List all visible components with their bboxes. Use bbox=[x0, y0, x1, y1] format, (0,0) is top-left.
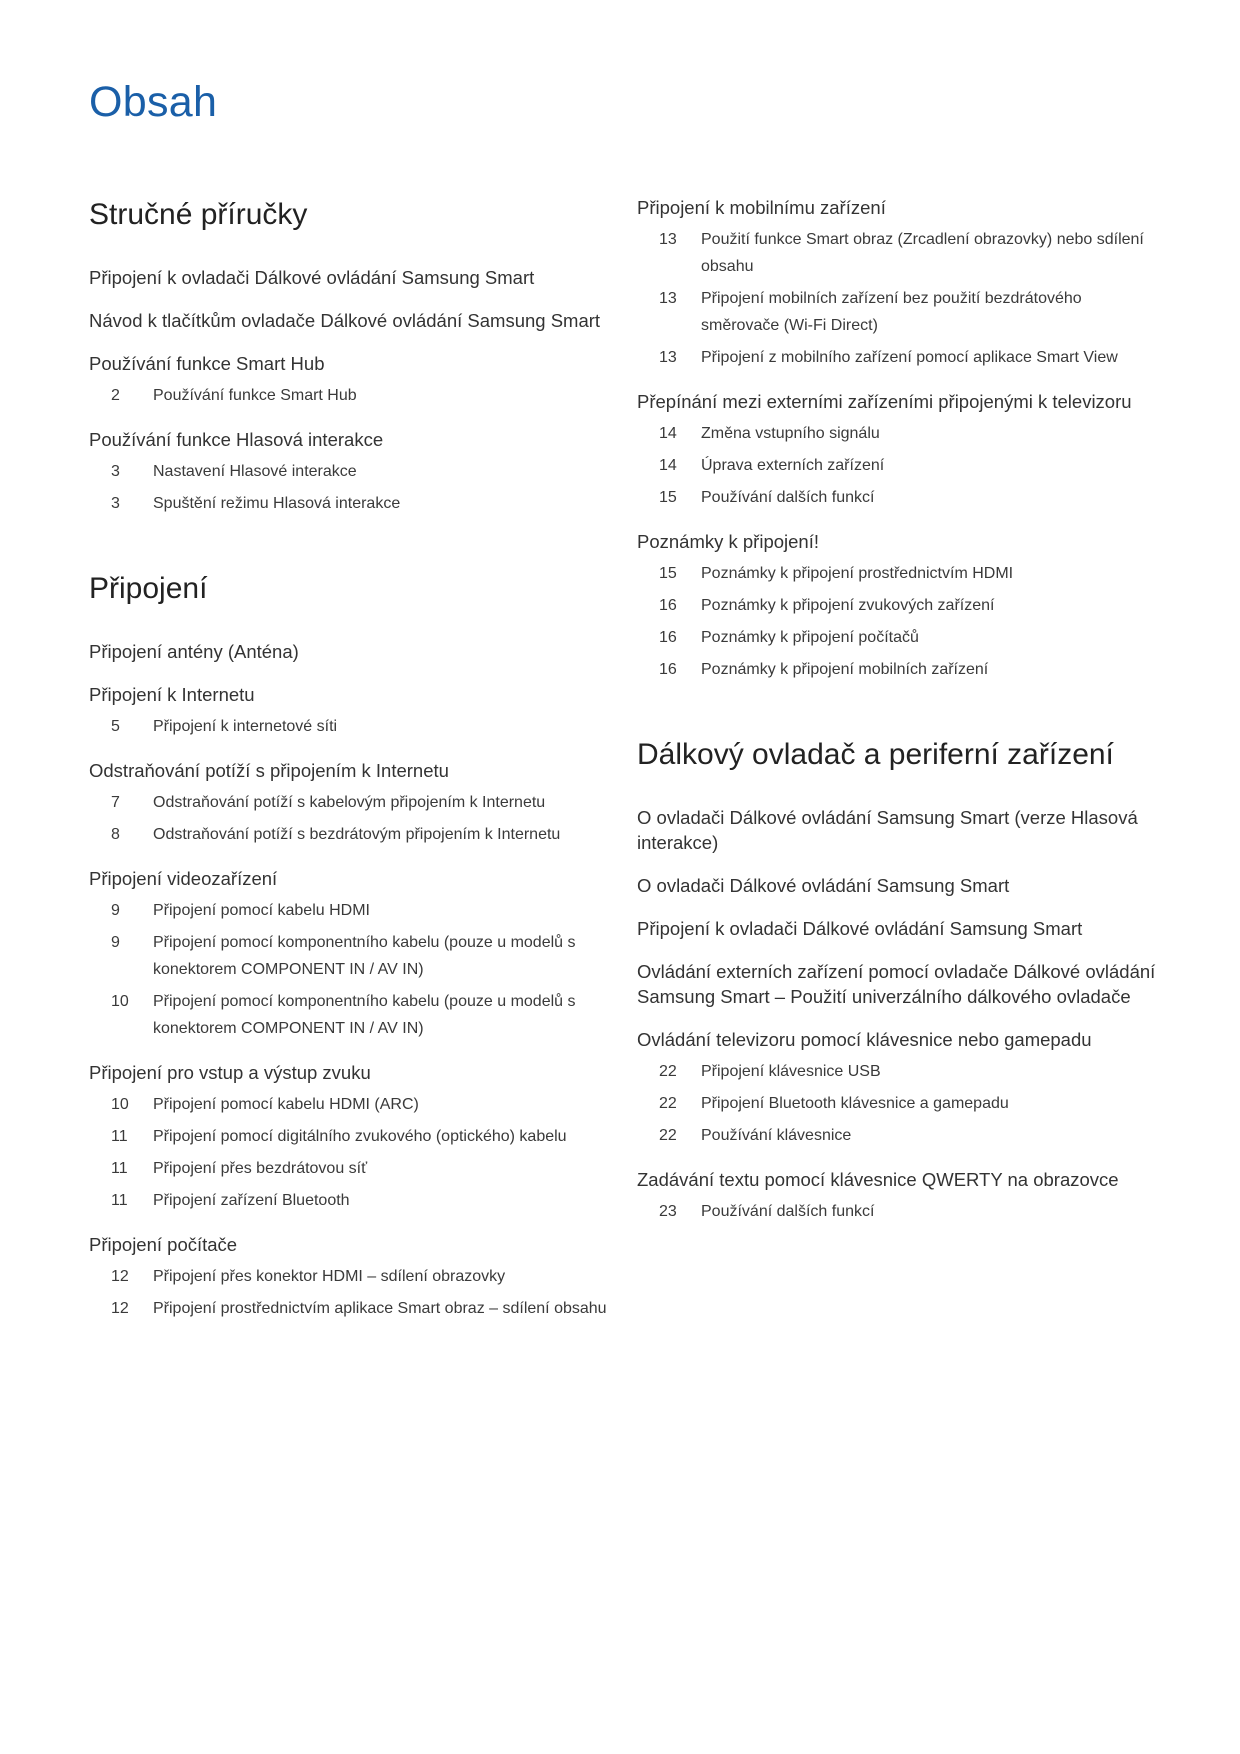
toc-entry[interactable] bbox=[89, 1187, 609, 1214]
toc-entry-text: Připojení pomocí digitálního zvukového (optického) kabelu bbox=[153, 1128, 567, 1145]
toc-group-title[interactable]: Ovládání televizoru pomocí klávesnice nebo gamepadu bbox=[637, 1029, 1092, 1050]
toc-group bbox=[637, 916, 1157, 941]
toc-entry[interactable] bbox=[637, 560, 1157, 587]
toc-entry-page: 23 bbox=[659, 1203, 677, 1220]
toc-group bbox=[89, 758, 609, 848]
toc-entry-text: Odstraňování potíží s bezdrátovým připojením k Internetu bbox=[153, 826, 561, 843]
toc-entry[interactable] bbox=[89, 789, 609, 816]
toc-group-title[interactable]: Návod k tlačítkům ovladače Dálkové ovládání Samsung Smart bbox=[89, 310, 601, 331]
toc-group bbox=[89, 1232, 609, 1322]
toc-entry-page: 7 bbox=[111, 794, 120, 811]
toc-entry-page: 15 bbox=[659, 565, 677, 582]
toc-group bbox=[637, 1027, 1157, 1149]
toc-entry-page: 22 bbox=[659, 1095, 677, 1112]
toc-entry-page: 3 bbox=[111, 495, 120, 512]
toc-section bbox=[89, 569, 609, 1322]
toc-entry-page: 10 bbox=[111, 993, 129, 1010]
page-title: Obsah bbox=[89, 78, 218, 126]
section-title: Připojení bbox=[89, 572, 208, 605]
toc-entry[interactable] bbox=[89, 458, 609, 485]
toc-entry[interactable] bbox=[89, 897, 609, 924]
toc-entry[interactable] bbox=[89, 490, 609, 517]
toc-group-title[interactable]: Připojení pro vstup a výstup zvuku bbox=[89, 1062, 371, 1083]
toc-group bbox=[637, 389, 1157, 511]
toc-group bbox=[89, 1060, 609, 1214]
toc-group-title[interactable]: Ovládání externích zařízení pomocí ovladače Dálkové ovládání Samsung Smart – Použití univerzálního dálkového ovladače bbox=[637, 961, 1156, 1007]
toc-entry-page: 10 bbox=[111, 1096, 129, 1113]
toc-section bbox=[89, 195, 609, 517]
toc-entry-text: Připojení klávesnice USB bbox=[701, 1063, 881, 1080]
toc-entry-text: Používání dalších funkcí bbox=[701, 1203, 875, 1220]
section-title: Dálkový ovladač a periferní zařízení bbox=[637, 738, 1114, 771]
toc-group bbox=[89, 427, 609, 517]
toc-entry[interactable] bbox=[89, 1263, 609, 1290]
toc-entry-page: 2 bbox=[111, 387, 120, 404]
toc-entry-page: 13 bbox=[659, 349, 677, 366]
right-column bbox=[637, 195, 1157, 1225]
toc-entry-page: 3 bbox=[111, 463, 120, 480]
toc-entry-text: Poznámky k připojení počítačů bbox=[701, 629, 919, 646]
toc-entry-text: Poznámky k připojení mobilních zařízení bbox=[701, 661, 989, 678]
toc-entry-page: 8 bbox=[111, 826, 120, 843]
toc-entry-text: Připojení mobilních zařízení bez použití bezdrátového směrovače (Wi-Fi Direct) bbox=[701, 290, 1082, 334]
toc-entry[interactable] bbox=[89, 988, 609, 1042]
toc-group-title[interactable]: Odstraňování potíží s připojením k Internetu bbox=[89, 760, 449, 781]
toc-entry[interactable] bbox=[637, 484, 1157, 511]
toc-group bbox=[637, 195, 1157, 371]
toc-entry-page: 14 bbox=[659, 425, 677, 442]
toc-entry-page: 16 bbox=[659, 597, 677, 614]
toc-group-title[interactable]: Připojení k Internetu bbox=[89, 684, 255, 705]
toc-entry-page: 11 bbox=[111, 1128, 128, 1145]
toc-entry-page: 15 bbox=[659, 489, 677, 506]
left-column bbox=[89, 195, 609, 1322]
toc-entry-page: 11 bbox=[111, 1160, 128, 1177]
toc-entry[interactable] bbox=[637, 420, 1157, 447]
toc-entry-page: 5 bbox=[111, 718, 120, 735]
toc-section bbox=[637, 735, 1157, 1225]
toc-entry[interactable] bbox=[89, 929, 609, 983]
toc-entry-page: 11 bbox=[111, 1192, 128, 1209]
toc-entry[interactable] bbox=[637, 624, 1157, 651]
toc-entry[interactable] bbox=[637, 656, 1157, 683]
toc-entry-text: Připojení přes bezdrátovou síť bbox=[153, 1160, 368, 1177]
toc-group-title[interactable]: Připojení k ovladači Dálkové ovládání Samsung Smart bbox=[89, 267, 535, 288]
toc-entry[interactable] bbox=[637, 285, 1157, 339]
toc-entry-text: Nastavení Hlasové interakce bbox=[153, 463, 357, 480]
toc-entry[interactable] bbox=[637, 592, 1157, 619]
toc-entry-page: 12 bbox=[111, 1300, 129, 1317]
toc-entry[interactable] bbox=[89, 1123, 609, 1150]
toc-entry-text: Připojení pomocí kabelu HDMI (ARC) bbox=[153, 1096, 419, 1113]
toc-entry[interactable] bbox=[89, 821, 609, 848]
toc-group bbox=[637, 873, 1157, 898]
toc-entry-text: Připojení pomocí komponentního kabelu (pouze u modelů s konektorem COMPONENT IN / AV IN) bbox=[153, 934, 576, 978]
toc-entry-text: Připojení zařízení Bluetooth bbox=[153, 1192, 350, 1209]
toc-entry-text: Změna vstupního signálu bbox=[701, 425, 880, 442]
toc-entry-page: 13 bbox=[659, 231, 677, 248]
toc-entry-page: 12 bbox=[111, 1268, 129, 1285]
toc-entry[interactable] bbox=[89, 1091, 609, 1118]
toc-entry[interactable] bbox=[89, 1295, 609, 1322]
toc-group-title[interactable]: Používání funkce Smart Hub bbox=[89, 353, 325, 374]
toc-entry-text: Připojení pomocí kabelu HDMI bbox=[153, 902, 370, 919]
toc-group bbox=[89, 866, 609, 1042]
toc-group bbox=[637, 529, 1157, 683]
toc-group bbox=[89, 265, 609, 290]
toc-entry-page: 13 bbox=[659, 290, 677, 307]
toc-entry-text: Připojení přes konektor HDMI – sdílení obrazovky bbox=[153, 1268, 506, 1285]
toc-entry[interactable] bbox=[637, 1090, 1157, 1117]
toc-group-title[interactable]: Připojení k mobilnímu zařízení bbox=[637, 197, 886, 218]
toc-group-title[interactable]: O ovladači Dálkové ovládání Samsung Smart (verze Hlasová interakce) bbox=[637, 807, 1138, 853]
toc-entry-text: Používání dalších funkcí bbox=[701, 489, 875, 506]
toc-entry-text: Používání funkce Smart Hub bbox=[153, 387, 357, 404]
toc-entry-text: Používání klávesnice bbox=[701, 1127, 852, 1144]
toc-entry-text: Použití funkce Smart obraz (Zrcadlení obrazovky) nebo sdílení obsahu bbox=[701, 231, 1144, 275]
toc-group-title[interactable]: Poznámky k připojení! bbox=[637, 531, 820, 552]
toc-group-title[interactable]: Připojení k ovladači Dálkové ovládání Samsung Smart bbox=[637, 918, 1083, 939]
toc-group bbox=[637, 1167, 1157, 1225]
toc-entry[interactable] bbox=[637, 1198, 1157, 1225]
toc-entry-text: Úprava externích zařízení bbox=[701, 457, 885, 474]
toc-group bbox=[637, 959, 1157, 1009]
toc-entry-page: 16 bbox=[659, 661, 677, 678]
toc-entry-text: Poznámky k připojení prostřednictvím HDMI bbox=[701, 565, 1014, 582]
toc-entry-text: Připojení prostřednictvím aplikace Smart obraz – sdílení obsahu bbox=[153, 1300, 607, 1317]
toc-entry-text: Připojení k internetové síti bbox=[153, 718, 338, 735]
toc-entry-text: Připojení Bluetooth klávesnice a gamepadu bbox=[701, 1095, 1009, 1112]
toc-group bbox=[637, 805, 1157, 855]
toc-group-title[interactable]: Připojení počítače bbox=[89, 1234, 238, 1255]
toc-group bbox=[89, 351, 609, 409]
toc-group bbox=[89, 308, 609, 333]
toc-group-title[interactable]: O ovladači Dálkové ovládání Samsung Smart bbox=[637, 875, 1010, 896]
toc-entry[interactable] bbox=[637, 1122, 1157, 1149]
toc-group bbox=[89, 639, 609, 664]
toc-entry[interactable] bbox=[637, 226, 1157, 280]
section-title: Stručné příručky bbox=[89, 198, 308, 231]
toc-entry[interactable] bbox=[89, 713, 609, 740]
toc-entry[interactable] bbox=[89, 1155, 609, 1182]
toc-entry-page: 22 bbox=[659, 1127, 677, 1144]
toc-entry-page: 16 bbox=[659, 629, 677, 646]
toc-entry-page: 14 bbox=[659, 457, 677, 474]
toc-entry-page: 9 bbox=[111, 934, 120, 951]
toc-group-title[interactable]: Používání funkce Hlasová interakce bbox=[89, 429, 384, 450]
toc-section bbox=[637, 195, 1157, 683]
toc-entry-text: Odstraňování potíží s kabelovým připojením k Internetu bbox=[153, 794, 546, 811]
toc-group-title[interactable]: Připojení antény (Anténa) bbox=[89, 641, 299, 662]
toc-group-title[interactable]: Přepínání mezi externími zařízeními připojenými k televizoru bbox=[637, 391, 1132, 412]
toc-entry-text: Spuštění režimu Hlasová interakce bbox=[153, 495, 401, 512]
toc-entry[interactable] bbox=[637, 1058, 1157, 1085]
toc-entry-page: 22 bbox=[659, 1063, 677, 1080]
toc-entry-text: Připojení z mobilního zařízení pomocí aplikace Smart View bbox=[701, 349, 1118, 366]
toc-entry-text: Připojení pomocí komponentního kabelu (pouze u modelů s konektorem COMPONENT IN / AV IN) bbox=[153, 993, 576, 1037]
toc-entry-text: Poznámky k připojení zvukových zařízení bbox=[701, 597, 995, 614]
toc-entry-page: 9 bbox=[111, 902, 120, 919]
toc-entry[interactable] bbox=[637, 344, 1157, 371]
toc-group-title[interactable]: Připojení videozařízení bbox=[89, 868, 278, 889]
toc-entry[interactable] bbox=[89, 382, 609, 409]
toc-group-title[interactable]: Zadávání textu pomocí klávesnice QWERTY na obrazovce bbox=[637, 1169, 1119, 1190]
toc-group bbox=[89, 682, 609, 740]
toc-entry[interactable] bbox=[637, 452, 1157, 479]
